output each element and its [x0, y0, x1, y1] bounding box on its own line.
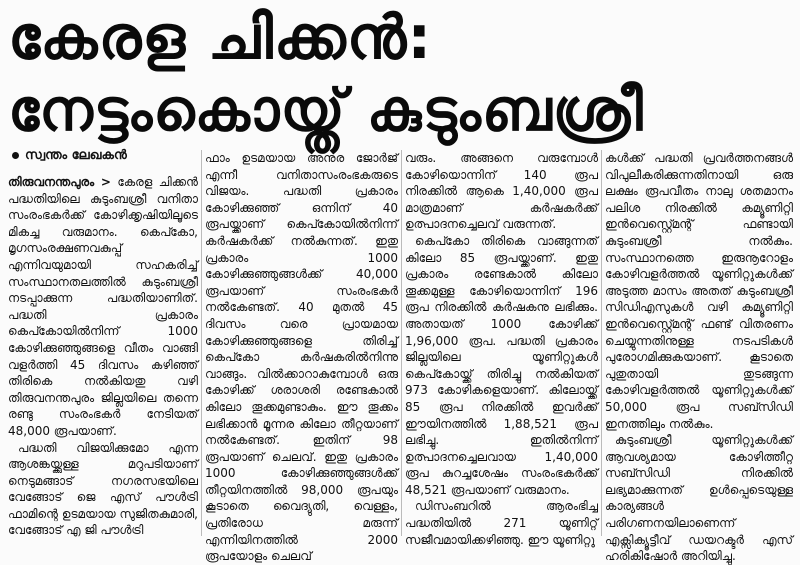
paragraph: ഫാം ഉടമയായ അനുര ജോർജ് എന്നീ വനിതാസംരംഭകരുടെ വിജയം. പദ്ധതി പ്രകാരം കോഴിക്കുഞ്ഞ് ഒന്നിന് 40 രൂപയ്ക്കാണ് കെപ്കോയിൽനിന്ന് കർഷകർക്ക് നൽകുന്നത്. ഇതു പ്രകാരം 1000 കോഴിക്കുഞ്ഞുങ്ങൾക്ക് 40,000 രൂപയാണ് സംരംഭകർ നൽകേണ്ടത്. 40 മുതൽ 45 ദിവസം വരെ പ്രായമായ കോഴിക്കുഞ്ഞുങ്ങളെ തിരിച്ച് കെപ്കോ കർഷകരിൽനിന്നു വാങ്ങും. വിൽക്കാറാകുമ്പോൾ ഒരു കോഴിക്ക് ശരാശരി രണ്ടേകാൽ കിലോ തൂക്കമുണ്ടാകും. ഈ തൂക്കം ലഭിക്കാൻ മൂന്നര കിലോ തീറ്റയാണ് നൽകേണ്ടത്. ഇതിന് 98 രൂപയാണ് ചെലവ്. ഇതു പ്രകാരം 1000 കോഴിക്കുഞ്ഞുങ്ങൾക്ക് തീറ്റയിനത്തിൽ 98,000 രൂപയും കൂടാതെ വൈദ്യുതി, വെള്ളം, പ്രതിരോധ മരുന്ന് എന്നിയിനത്തിൽ 2000 രൂപയോളം ചെലവ് — [205, 151, 398, 564]
headline-line-2: നേട്ടംകൊയ്ത് കുടുംബശ്രീ — [8, 76, 644, 144]
headline-line-1: കേരള ചിക്കൻ: — [8, 3, 433, 73]
bullet-icon — [12, 152, 19, 159]
article-column-1 — [8, 174, 198, 536]
byline-text: സ്വന്തം ലേഖകൻ — [25, 148, 127, 163]
column-divider — [401, 150, 402, 536]
paragraph: പദ്ധതി വിജയിക്കുമോ എന്ന ആശങ്കയ്ക്കുള്ള മറുപടിയാണ് നെടുമങ്ങാട് നഗരസഭയിലെ വേങ്ങോട് ജെ എസ് പൗൾട്രി ഫാമിന്റെ ഉടമയായ സുജിതകുമാരി, വേങ്ങോട് എ ജി പൗൾട്രി — [8, 440, 198, 538]
column-divider — [201, 150, 202, 536]
byline — [12, 148, 127, 163]
paragraph: കുടുംബശ്രീ യൂണിറ്റുകൾക്ക് ആവശ്യമായ കോഴിത്തീറ്റ സബ്സിഡി നിരക്കിൽ ലഭ്യമാക്കുന്നത് ഉൾപ്പെടെയുള്ള കാര്യങ്ങൾ പരിഗണനയിലാണെന്ന് എക്സിക്യൂട്ടീവ് ഡയറക്ടർ എസ് ഹരികിഷോർ അറിയിച്ചു. — [605, 433, 793, 564]
paragraph: കൾക്ക് പദ്ധതി പ്രവർത്തനങ്ങൾ വിപുലീകരിക്കുന്നതിനായി ഒരു ലക്ഷം രൂപവീതം നാലു ശതമാനം പലിശ നിരക്കിൽ കമ്യൂണിറ്റി ഇൻവെസ്റ്റ്മെന്റ് ഫണ്ടായി കുടുംബശ്രീ നൽകും. സംസ്ഥാനത്തെ ഇരുനൂറോളം കോഴിവളർത്തൽ യൂണിറ്റുകൾക്ക് അടുത്ത മാസം അതത് കുടുംബശ്രീ സിഡിഎസുകൾ വഴി കമ്യൂണിറ്റി ഇൻവെസ്റ്റ്മെന്റ് ഫണ്ട് വിതരണം ചെയ്യുന്നതിനുള്ള നടപടികൾ പുരോഗമിക്കുകയാണ്. കൂടാതെ പുതുതായി തുടങ്ങുന്ന കോഴിവളർത്തൽ യൂണിറ്റുകൾക്ക് 50,000 രൂപ സബ്സിഡി ഇനത്തിലും നൽകും. — [605, 151, 793, 431]
paragraph: കെപ്കോ തിരികെ വാങ്ങുന്നത് കിലോ 85 രൂപയ്ക്കാണ്. ഇതു പ്രകാരം രണ്ടേകാൽ കിലോ തൂക്കമുള്ള കോഴിയൊന്നിന് 196 രൂപ നിരക്കിൽ കർഷകനു ലഭിക്കും. അതായത് 1000 കോഴിക്ക് 1,96,000 രൂപ. പദ്ധതി പ്രകാരം ജില്ലയിലെ യൂണിറ്റുകൾ കെപ്കോയ്ക്ക് തിരിച്ചു നൽകിയത് 973 കോഴികളെയാണ്. കിലോയ്ക്ക് 85 രൂപ നിരക്കിൽ ഇവർക്ക് ഈയിനത്തിൽ 1,88,521 രൂപ ലഭിച്ചു. ഇതിൽനിന്ന് ഉത്പാദനച്ചെലവായ 1,40,000 രൂപ കുറച്ചശേഷം സംരംഭകർക്ക് 48,521 രൂപയാണ് വരുമാനം. — [405, 233, 598, 497]
dateline: തിരുവനന്തപുരം > — [8, 175, 111, 189]
paragraph: തിരുവനന്തപുരം > കേരള ചിക്കൻ പദ്ധതിയിലെ കുടുംബശ്രീ വനിതാ സംരംഭകർക്ക് കോഴിക്കൃഷിയിലൂടെ മികച്ച വരുമാനം. കെപ്കോ, മൃഗസംരക്ഷണവകുപ്പ് എന്നിവയുമായി സഹകരിച്ച് സംസ്ഥാനതലത്തിൽ കുടുംബശ്രീ നടപ്പാക്കുന്ന പദ്ധതിയാണിത്. പദ്ധതി പ്രകാരം കെപ്കോയിൽനിന്ന് 1000 കോഴിക്കുഞ്ഞുങ്ങളെ വീതം വാങ്ങി വളർത്തി 45 ദിവസം കഴിഞ്ഞ് തിരികെ നൽകിയതു വഴി തിരുവനന്തപുരം ജില്ലയിലെ തന്നെ രണ്ടു സംരംഭകർ നേടിയത് 48,000 രൂപയാണ്. — [8, 175, 198, 438]
column-divider — [601, 150, 602, 536]
article-column-4 — [605, 150, 793, 564]
paragraph: വരും. അങ്ങനെ വരുമ്പോൾ കോഴിയൊന്നിന് 140 രൂപ നിരക്കിൽ ആകെ 1,40,000 രൂപ മാത്രമാണ് കർഷകർക്ക് ഉത്പാദനച്ചെലവ് വരുന്നത്. — [405, 151, 598, 232]
article-column-3 — [405, 150, 598, 547]
headline — [8, 2, 792, 146]
paragraph: ഡിസംബറിൽ ആരംഭിച്ച പദ്ധതിയിൽ 271 യൂണിറ്റ് സജീവമായിക്കഴിഞ്ഞു. ഈ യൂണിറ്റു — [405, 499, 598, 547]
article-column-2 — [205, 150, 398, 564]
